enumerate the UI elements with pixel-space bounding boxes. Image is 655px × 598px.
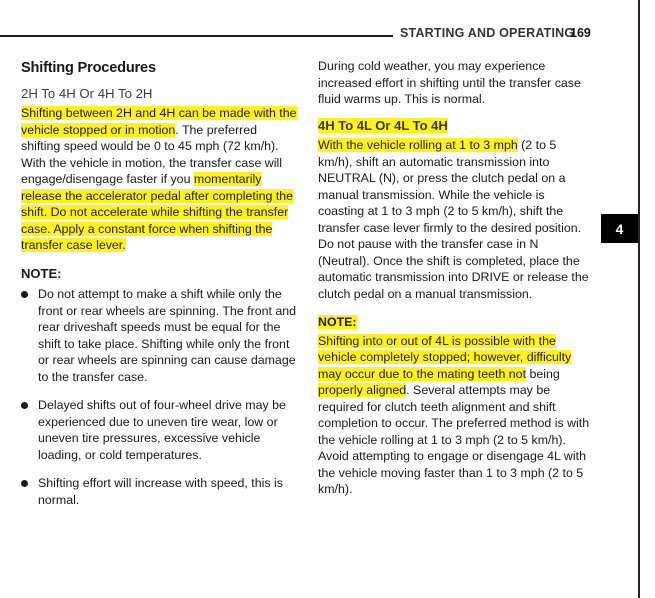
note-bullet-list — [21, 286, 297, 508]
text-run: . Several attempts may be required for clutch teeth alignment and shift completion to occur. The preferred method is with the vehicle rolling at 1 to 3 mph (2 to 5 km/h). Avoid attempting to engage or disengage 4L with the vehicle moving faster than 1 to 3 mph (2 to 5 km/h). — [318, 383, 590, 496]
highlight-1: Shifting between 2H and 4H can be made with the vehicle stopped or in motion — [21, 106, 297, 137]
text-run: (2 to 5 km/h), shift an automatic transmission into NEUTRAL (N), or press the clutch pedal on a manual transmission. While the vehicle is coasting at 1 to 3 mph (2 to 5 km/h), shift the transfer case lever firmly to the desired position. Do not pause with the transfer case in N (Neutral). Once the shift is completed, place the automatic transmission into DRIVE or release the clutch pedal on a manual transmission. — [318, 138, 589, 301]
bullet-text: Shifting effort will increase with speed, this is normal. — [38, 476, 283, 507]
text-run: being — [526, 366, 560, 381]
bullet-icon — [21, 480, 28, 487]
highlight-2: properly aligned — [318, 383, 407, 397]
section-title: Shifting Procedures — [21, 60, 156, 76]
note-heading: NOTE: — [21, 265, 62, 281]
text-run: . The preferred shifting speed would be 0 to 45 mph (72 km/h). With the vehicle in motion, the transfer case will engage/disengage faster if you — [21, 122, 283, 186]
page-edge — [638, 0, 640, 598]
paragraph-4h-4l — [318, 137, 593, 302]
section-header: STARTING AND OPERATING — [400, 26, 575, 40]
left-column — [21, 60, 297, 520]
note-heading-right — [318, 314, 593, 331]
highlight-1: With the vehicle rolling at 1 to 3 mph — [318, 138, 518, 152]
highlight-2: momentarily release the accelerator pedal after completing the shift. Do not accelerate while shifting the transfer case. Apply a constant force when shifting the transfer case lever. — [21, 172, 294, 252]
bullet-text: Do not attempt to make a shift while only the front or rear wheels are spinning. The front and rear driveshaft speeds must be equal for the shift to take place. Shifting while only the front or rear wheels are spinning can cause damage to the transfer case. — [38, 287, 297, 384]
cold-weather-paragraph: During cold weather, you may experience increased effort in shifting until the transfer case fluid warms up. This is normal. — [318, 59, 581, 106]
paragraph-2h-4h — [21, 105, 297, 254]
subheading-4h-4l — [318, 118, 593, 135]
note-paragraph-4l — [318, 333, 593, 498]
page-number: 169 — [570, 26, 591, 40]
bullet-icon — [21, 402, 28, 409]
highlight-1: Shifting into or out of 4L is possible with the vehicle completely stopped; however, difficulty may occur due to the mating teeth not — [318, 333, 572, 381]
bullet-icon — [21, 291, 28, 298]
list-item — [21, 475, 297, 508]
list-item — [21, 286, 297, 385]
subheading-2h-4h: 2H To 4H Or 4H To 2H — [21, 85, 153, 101]
right-column — [318, 58, 593, 498]
chapter-tab: 4 — [601, 214, 638, 243]
subheading-highlight: 4H To 4L Or 4L To 4H — [318, 117, 448, 133]
header-rule — [0, 35, 393, 37]
list-item — [21, 397, 297, 463]
bullet-text: Delayed shifts out of four-wheel drive may be experienced due to uneven tire wear, low or uneven tire pressures, excessive vehicle loading, or cold temperatures. — [38, 398, 286, 462]
note-highlight: NOTE: — [318, 315, 357, 329]
